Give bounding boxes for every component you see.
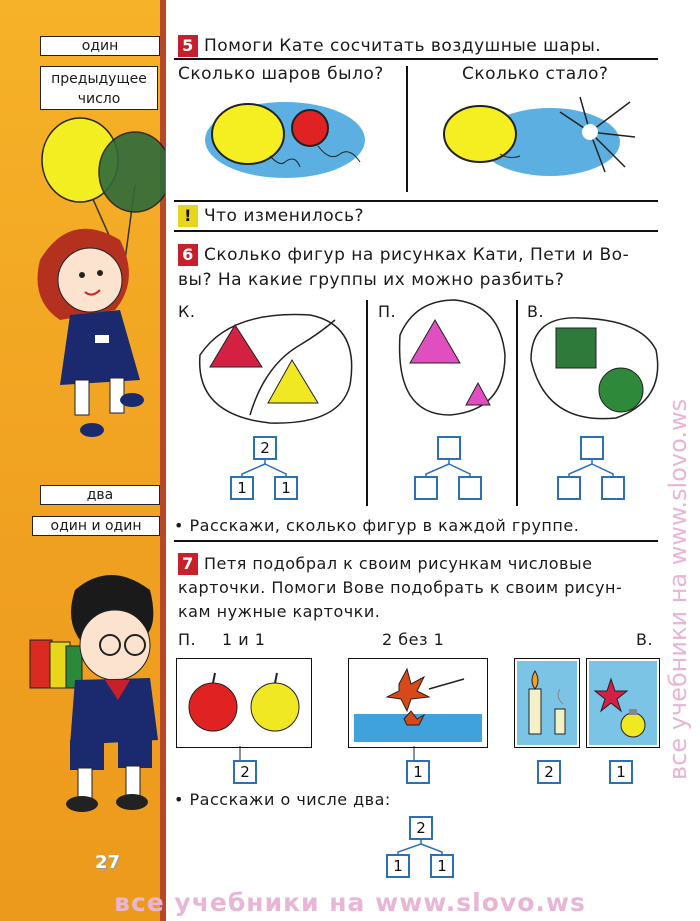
tree-connector xyxy=(557,460,627,480)
apples-panel xyxy=(176,658,312,748)
number-box: 2 xyxy=(537,760,561,784)
ornaments-image xyxy=(587,659,659,747)
label-vova: В. xyxy=(527,302,545,321)
vertical-watermark-text: все учебники на www.slovo.ws xyxy=(664,398,692,780)
number-box: 2 xyxy=(409,816,433,840)
tree-connector xyxy=(414,460,484,480)
divider xyxy=(366,300,368,506)
label-katya: К. xyxy=(178,302,196,321)
divider xyxy=(406,66,408,192)
question-before: Сколько шаров было? xyxy=(178,64,384,84)
balloons-before-image xyxy=(200,92,370,182)
vertical-watermark xyxy=(664,130,694,790)
task7-line2: карточки. Помоги Вове подобрать к своим рисун- xyxy=(178,578,623,597)
connector xyxy=(400,746,430,760)
divider xyxy=(516,300,518,506)
tag-one: один xyxy=(40,36,160,56)
apples-image xyxy=(177,659,311,747)
number-box: 1 xyxy=(230,476,254,500)
card-two-minus-one: 2 без 1 xyxy=(382,630,445,649)
label-vova: В. xyxy=(636,630,654,649)
task7-number: 7 xyxy=(178,553,198,575)
task7-line3: кам нужные карточки. xyxy=(178,602,381,621)
tag-previous-number: предыдущее число xyxy=(40,66,158,110)
question-after: Сколько стало? xyxy=(462,64,609,84)
task6-line2: вы? На какие группы их можно разбить? xyxy=(178,270,565,290)
task7-line1 xyxy=(178,552,592,576)
katya-shapes-image xyxy=(190,305,360,430)
candle-panel xyxy=(514,658,580,748)
divider xyxy=(174,58,658,60)
number-box: 1 xyxy=(430,854,454,878)
leaves-panel xyxy=(348,658,488,748)
task7-bullet: • Расскажи о числе два: xyxy=(174,790,391,809)
tree-connector xyxy=(230,460,300,480)
number-box: 1 xyxy=(406,760,430,784)
question-text: Что изменилось? xyxy=(204,206,365,226)
page-number: 27 xyxy=(95,852,121,873)
task6-bullet: • Расскажи, сколько фигур в каждой группе. xyxy=(174,516,580,535)
divider xyxy=(174,200,658,202)
star-panel xyxy=(586,658,660,748)
question-row xyxy=(178,204,364,228)
girl-with-balloons-illustration xyxy=(0,110,165,460)
number-box: 1 xyxy=(274,476,298,500)
label-petya: П. xyxy=(378,302,397,321)
answer-box[interactable] xyxy=(580,436,604,460)
bottom-watermark: все учебники на www.slovo.ws xyxy=(114,888,586,917)
task5-number: 5 xyxy=(178,35,198,57)
tag-one-and-one: один и один xyxy=(32,516,160,536)
answer-box[interactable] xyxy=(437,436,461,460)
petya-shapes-image xyxy=(380,295,510,425)
leaves-image xyxy=(349,659,487,747)
number-box: 1 xyxy=(386,854,410,878)
number-box: 2 xyxy=(253,436,277,460)
task5-title: Помоги Кате сосчитать воздушные шары. xyxy=(204,36,602,56)
boy-with-cards-illustration xyxy=(0,560,165,820)
divider xyxy=(174,540,658,542)
candles-image xyxy=(515,659,579,747)
tag-two: два xyxy=(40,485,160,505)
number-box: 1 xyxy=(609,760,633,784)
label-petya: П. xyxy=(178,630,197,649)
task6-line1-text: Сколько фигур на рисунках Кати, Пети и Во- xyxy=(204,245,630,265)
task6-line1 xyxy=(178,243,629,267)
task6-number: 6 xyxy=(178,244,198,266)
vova-shapes-image xyxy=(526,300,666,425)
card-one-and-one: 1 и 1 xyxy=(222,630,266,649)
divider xyxy=(174,230,658,232)
exclamation-icon: ! xyxy=(178,205,198,227)
connector xyxy=(226,746,256,760)
number-box: 2 xyxy=(233,760,257,784)
task7-line1-text: Петя подобрал к своим рисункам числовые xyxy=(204,554,593,573)
balloons-after-image xyxy=(440,92,640,182)
task5-heading xyxy=(178,34,601,58)
